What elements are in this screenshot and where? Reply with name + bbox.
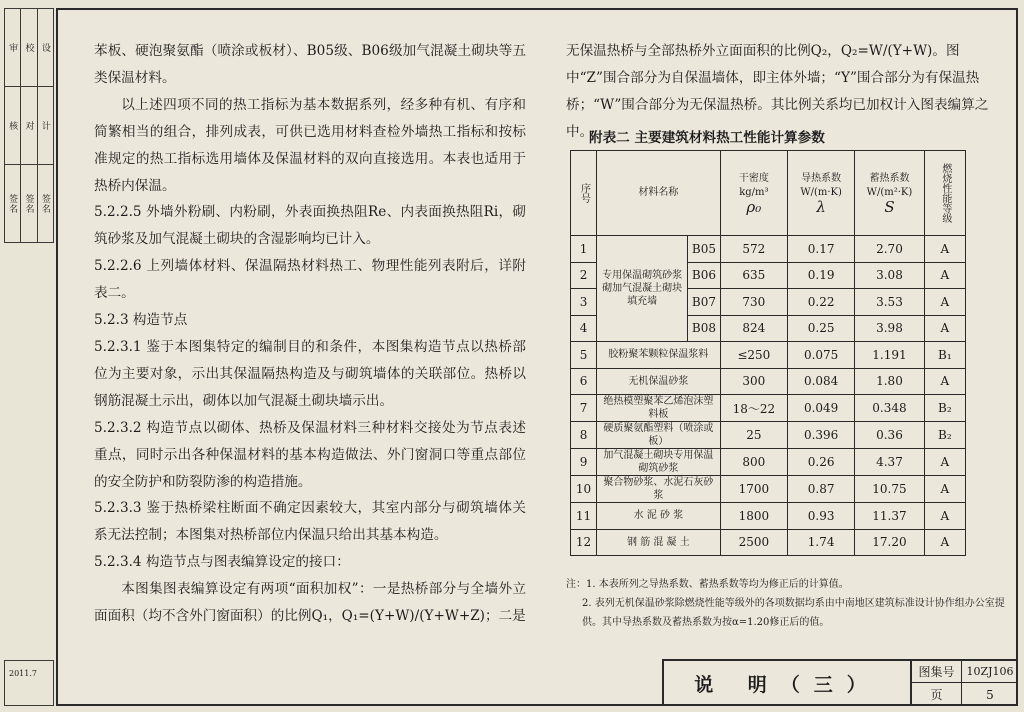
cell-s: 4.37: [855, 449, 924, 476]
cell-fire: B₁: [924, 342, 965, 369]
cell-no: 1: [571, 236, 597, 263]
cell-name: 水 泥 砂 浆: [597, 503, 721, 530]
table-notes: [566, 575, 1011, 632]
paragraph: 苯板、硬泡聚氨酯（喷涂或板材）、B05级、B06级加气混凝土砌块等五类保温材料。: [94, 43, 526, 86]
paragraph: 本图集图表编算设定有两项“面积加权”：一是热桥部分与全墙外立面面积（均不含外门窗面积）的比例Q₁，Q₁=(Y+W)/(Y+W+Z)；二是: [94, 581, 526, 625]
table-row: [571, 449, 966, 476]
cell-fire: A: [924, 236, 965, 263]
cell-fire: A: [924, 503, 965, 530]
table-row: [571, 422, 966, 449]
paragraph: 5.2.3.3 鉴于热桥梁柱断面不确定因素较大，其室内部分与砌筑墙体关系无法控制；本图集对热桥部位内保温只给出其基本构造。: [94, 500, 526, 544]
table-row: [571, 503, 966, 530]
table-row: [571, 476, 966, 503]
signature-cell: 核: [5, 87, 20, 165]
cell-density: 824: [720, 315, 787, 342]
cell-s: 0.348: [855, 395, 924, 422]
cell-s: 1.80: [855, 368, 924, 395]
signature-cell: 签名: [23, 193, 34, 214]
paragraph: 5.2.3.4 构造节点与图表编算设定的接口：: [94, 554, 350, 571]
signature-strip: [4, 8, 54, 243]
header-no: 序号: [571, 151, 597, 236]
cell-fire: A: [924, 529, 965, 556]
cell-lambda: 0.396: [787, 422, 854, 449]
cell-density: 25: [720, 422, 787, 449]
cell-name: 硬质聚氨酯塑料（喷涂或板）: [597, 422, 721, 449]
cell-density: 635: [720, 262, 787, 289]
cell-fire: A: [924, 368, 965, 395]
cell-lambda: 0.22: [787, 289, 854, 316]
table-header-row: [571, 151, 966, 236]
table-row: [571, 529, 966, 556]
cell-fire: A: [924, 476, 965, 503]
cell-s: 3.53: [855, 289, 924, 316]
paragraph: 5.2.3.1 鉴于本图集特定的编制目的和条件，本图集构造节点以热桥部位为主要对象，示出其保温隔热构造及与砌筑墙体的关联部位。热桥以钢筋混凝土示出，砌体以加气混凝土砌块墙示出。: [94, 338, 526, 409]
cell-lambda: 0.075: [787, 342, 854, 369]
cell-density: 1700: [720, 476, 787, 503]
note: 2. 表列无机保温砂浆除燃烧性能等级外的各项数据均系由中南地区建筑标准设计协作组办公室提供。其中导热系数及蓄热系数为按α=1.20修正后的值。: [582, 598, 1005, 628]
cell-lambda: 0.93: [787, 503, 854, 530]
atlas-label: 图集号: [912, 661, 962, 683]
header-storage-label: 蓄热系数 W/(m²·K): [866, 173, 913, 198]
cell-group-name: 专用保温砌筑砂浆砌加气混凝土砌块填充墙: [597, 236, 688, 342]
cell-density: 572: [720, 236, 787, 263]
signature-cell: 计: [38, 87, 53, 165]
header-storage-symbol: S: [884, 198, 895, 216]
signature-cell: 设: [38, 9, 53, 87]
cell-grade: B05: [688, 236, 721, 263]
paragraph: 5.2.2.6 上列墙体材料、保温隔热材料热工、物理性能列表附后，详附表二。: [94, 258, 526, 302]
signature-col-design: [38, 9, 53, 242]
cell-density: 1800: [720, 503, 787, 530]
cell-s: 3.08: [855, 262, 924, 289]
material-table: [570, 150, 966, 556]
header-storage: [855, 151, 924, 236]
cell-density: 730: [720, 289, 787, 316]
cell-density: 800: [720, 449, 787, 476]
table-row: [571, 368, 966, 395]
cell-no: 2: [571, 262, 597, 289]
cell-density: 300: [720, 368, 787, 395]
cell-name: 钢 筋 混 凝 土: [597, 529, 721, 556]
cell-no: 12: [571, 529, 597, 556]
cell-lambda: 0.17: [787, 236, 854, 263]
signature-cell: 签名: [39, 193, 50, 214]
header-name: 材料名称: [597, 151, 721, 236]
header-conductivity: [787, 151, 854, 236]
cell-no: 5: [571, 342, 597, 369]
cell-no: 11: [571, 503, 597, 530]
signature-cell: 审: [5, 9, 20, 87]
cell-fire: A: [924, 289, 965, 316]
cell-no: 4: [571, 315, 597, 342]
cell-name: 无机保温砂浆: [597, 368, 721, 395]
cell-fire: A: [924, 315, 965, 342]
signature-cell: 校: [21, 9, 36, 87]
signature-col-check: [21, 9, 37, 242]
cell-density: ≤250: [720, 342, 787, 369]
cell-density: 18～22: [720, 395, 787, 422]
left-column: [94, 38, 526, 630]
cell-s: 3.98: [855, 315, 924, 342]
cell-s: 17.20: [855, 529, 924, 556]
cell-s: 11.37: [855, 503, 924, 530]
paragraph: 以上述四项不同的热工指标为基本数据系列，经多种有机、有序和简繁相当的组合，排列成表，可供已选用材料查检外墙热工指标和按标准规定的热工指标选用墙体及保温材料的双向直接选用。本表也适用于热桥内保温。: [94, 96, 526, 194]
cell-lambda: 0.87: [787, 476, 854, 503]
cell-density: 2500: [720, 529, 787, 556]
cell-lambda: 0.26: [787, 449, 854, 476]
cell-name: 加气混凝土砌块专用保温砌筑砂浆: [597, 449, 721, 476]
cell-fire: B₂: [924, 422, 965, 449]
table-row: [571, 395, 966, 422]
sheet-title: 说 明（三）: [664, 661, 912, 706]
page-number: 5: [986, 687, 994, 702]
paragraph: 无保温热桥与全部热桥外立面面积的比例Q₂，Q₂=W/(Y+W)。图中“Z”围合部分为自保温墙体，即主体外墙；“Y”围合部分为有保温热桥；“W”围合部分为无保温热桥。其比例关系均已加权计入图表编算之中。: [566, 43, 989, 140]
cell-grade: B08: [688, 315, 721, 342]
cell-name: 绝热模塑聚苯乙烯泡沫塑料板: [597, 395, 721, 422]
header-conductivity-symbol: λ: [816, 198, 826, 216]
cell-no: 10: [571, 476, 597, 503]
cell-s: 10.75: [855, 476, 924, 503]
title-block: [662, 659, 1018, 706]
paragraph: 5.2.3.2 构造节点以砌体、热桥及保温材料三种材料交接处为节点表述重点，同时示出各种保温材料的基本构造做法、外门窗洞口等重点部位的安全防护和防裂防渗的构造措施。: [94, 419, 526, 490]
header-density-label: 干密度 kg/m³: [738, 173, 769, 198]
cell-s: 0.36: [855, 422, 924, 449]
cell-name: 胶粉聚苯颗粒保温浆料: [597, 342, 721, 369]
table-title: 附表二 主要建筑材料热工性能计算参数: [589, 130, 825, 146]
cell-s: 1.191: [855, 342, 924, 369]
cell-lambda: 0.049: [787, 395, 854, 422]
header-fire: 燃烧性能等级: [924, 151, 965, 236]
cell-name: 聚合物砂浆、水泥石灰砂浆: [597, 476, 721, 503]
signature-cell: 对: [21, 87, 36, 165]
atlas-number: 10ZJ106: [962, 661, 1018, 683]
date-stamp-box: [4, 660, 54, 706]
cell-fire: A: [924, 449, 965, 476]
cell-grade: B06: [688, 262, 721, 289]
signature-col-review: [5, 9, 21, 242]
cell-s: 2.70: [855, 236, 924, 263]
header-density-symbol: ρ₀: [746, 198, 762, 216]
date-stamp: 2011.7: [9, 669, 37, 678]
header-conductivity-label: 导热系数 W/(m·K): [800, 173, 842, 198]
cell-fire: B₂: [924, 395, 965, 422]
cell-no: 3: [571, 289, 597, 316]
cell-lambda: 0.084: [787, 368, 854, 395]
cell-no: 7: [571, 395, 597, 422]
section-heading: 5.2.3 构造节点: [94, 312, 188, 329]
cell-lambda: 0.25: [787, 315, 854, 342]
table-row: [571, 342, 966, 369]
cell-no: 8: [571, 422, 597, 449]
page-label: 页: [912, 683, 962, 706]
cell-no: 6: [571, 368, 597, 395]
cell-lambda: 1.74: [787, 529, 854, 556]
signature-cell: 签名: [7, 193, 18, 214]
paragraph: 5.2.2.5 外墙外粉刷、内粉刷，外表面换热阻Re、内表面换热阻Ri，砌筑砂浆及加气混凝土砌块的含湿影响均已计入。: [94, 204, 526, 248]
header-density: [720, 151, 787, 236]
cell-no: 9: [571, 449, 597, 476]
cell-grade: B07: [688, 289, 721, 316]
note: 注：1. 本表所列之导热系数、蓄热系数等均为修正后的计算值。: [566, 579, 849, 590]
cell-fire: A: [924, 262, 965, 289]
table-row: [571, 236, 966, 263]
cell-lambda: 0.19: [787, 262, 854, 289]
